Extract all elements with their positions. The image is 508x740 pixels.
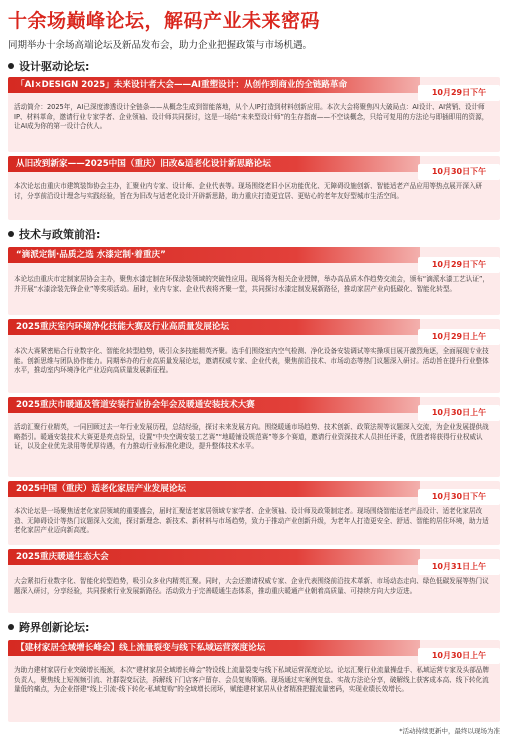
event-date: 10月29日下午 xyxy=(418,257,500,273)
event-description: 大会紧扣行业数字化、智能化转型趋势，吸引众多业内精英汇聚。同时，大会还邀请权威专家、企业代表围绕前沿技术革新、市场动态走向、绿色低碳发展等热门议题深入研讨，分享经验，共同探索行业发展新路径。活动致力于完善暖通生态体系，推动重庆暖通产业朝着高质量、可持续方向大步迈进。 xyxy=(14,577,489,595)
event-date: 10月30日上午 xyxy=(418,405,500,421)
event-card xyxy=(8,481,500,545)
event-date: 10月30日下午 xyxy=(418,489,500,505)
bullet-icon xyxy=(8,624,14,630)
event-description: 本次论坛由重庆市建筑装饰协会主办，汇聚业内专家、设计师、企业代表等。现场围绕老旧小区功能优化、无障碍设施创新、智能适老产品应用等热点展开深入研讨，分享前沿设计理念与实践经验，旨在为旧改与适老化设计开辟新思路，助力重庆打造更宜居、更贴心的老年友好型城市生活空间。 xyxy=(14,182,483,200)
event-description: 本次论坛是一场聚焦适老化家居领域的重要盛会，届时汇聚适老家居领域专家学者、企业领袖、设计师及政策制定者。现场围绕智能适老产品设计、适老化家居改造、无障碍设计等热门议题深入交流，探讨新理念、新技术、新材料与市场趋势，致力于推动产业创新升级，为老年人打造更安全、舒适、智能的居住环境，助力适老化家居产业迈向新高度。 xyxy=(14,507,489,535)
event-title: “滴派定制·品质之选 水漆定制·着重庆” xyxy=(8,247,420,263)
event-description: 本次大赛紧密贴合行业数字化、智能化转型趋势，吸引众多技能精英齐聚。选手们围绕室内空气检测、净化设备安装调试等实操项目展开激烈角逐，全面展现专业技能。创新思维与团队协作能力。同期举办的行业高质量发展论坛，邀请权威专家、企业代表，聚焦前沿技术、市场动态等热门议题深入研讨。活动旨在提升行业整体水平，推动室内环境净化产业迈向高质量发展新征程。 xyxy=(14,347,489,375)
event-card xyxy=(8,247,500,315)
event-date: 10月30日下午 xyxy=(418,164,500,180)
section-heading-label: 设计驱动论坛: xyxy=(19,60,90,73)
event-description: 活动简介：2025年，AI已深度渗透设计全链条——从概念生成到智能落地，从个人IP打造到材料创新应用。本次大会将聚焦四大破局点：AI设计、AI营销、设计师IP、材料革命，邀请行业专家学者、企业领袖、设计师共同探讨，这是一场给“未来型设计师”的生存指南——不空谈概念，只给可复用的方法论与即插即用的资源，让AI成为你的第一设计合伙人。 xyxy=(14,103,489,131)
event-card xyxy=(8,156,500,220)
event-date: 10月30日上午 xyxy=(418,648,500,664)
event-date: 10月29日上午 xyxy=(418,329,500,345)
section-heading-label: 技术与政策前沿: xyxy=(19,228,101,241)
event-card xyxy=(8,319,500,393)
event-date: 10月31日上午 xyxy=(418,559,500,575)
event-card xyxy=(8,77,500,152)
bullet-icon xyxy=(8,63,14,69)
event-card xyxy=(8,640,500,722)
event-card xyxy=(8,397,500,477)
event-title: 【建材家居全域增长峰会】线上流量裂变与线下私域运营深度论坛 xyxy=(8,640,420,656)
page-title: 十余场巅峰论坛，解码产业未来密码 xyxy=(8,10,321,32)
event-description: 活动汇聚行业精英，一同回顾过去一年行业发展历程，总结经验，探讨未来发展方向。围绕暖通市场趋势、技术创新、政策法规等议题深入交流，为企业发展提供战略指引。暖通安装技术大赛更是亮点纷呈，设置“中央空调安装工艺赛”“地暖铺设规范赛”等多个赛道，邀请行业资深技术人员担任评委，优胜者将获得行业权威认证，以及企业优先录用等优厚待遇，有力推动行业标准化建设，提升整体技术水平。 xyxy=(14,423,489,451)
page-subtitle: 同期举办十余场高端论坛及新品发布会，助力企业把握政策与市场机遇。 xyxy=(8,40,313,51)
event-card xyxy=(8,549,500,613)
event-title: 2025中国（重庆）适老化家居产业发展论坛 xyxy=(8,481,420,497)
event-title: 2025重庆暖通生态大会 xyxy=(8,549,420,565)
event-title: 「AI×DESIGN 2025」未来设计者大会——AI重塑设计：从创作到商业的全链路革命 xyxy=(8,77,420,93)
footnote: *活动持续更新中，最终以现场为准 xyxy=(399,727,500,735)
event-title: 2025重庆市暖通及管道安装行业协会年会及暖通安装技术大赛 xyxy=(8,397,420,413)
event-title: 从旧改到新家——2025中国（重庆）旧改&适老化设计新思路论坛 xyxy=(8,156,420,172)
bullet-icon xyxy=(8,231,14,237)
section-heading-label: 跨界创新论坛: xyxy=(19,621,90,634)
event-description: 本论坛由重庆市定制家居协会主办，聚焦水漆定制在环保涂装领域的突破性应用。现场将为相关企业授牌，举办高品质木作趋势交流会，颁布“滴派水漆工艺认证”，并开展“水漆涂装先锋企业”等奖项活动。届时，业内专家、企业代表将齐聚一堂，共同探讨水漆定制发展新路径，推动家居产业向低碳化、智能化转型。 xyxy=(14,275,489,293)
section-heading-tech-policy xyxy=(8,226,100,242)
event-date: 10月29日下午 xyxy=(418,85,500,101)
event-title: 2025重庆室内环境净化技能大赛及行业高质量发展论坛 xyxy=(8,319,420,335)
section-heading-design xyxy=(8,58,89,74)
event-description: 为助力建材家居行业突破增长瓶颈，本次“建材家居全域增长峰会”特设线上流量裂变与线下私域运营深度论坛。论坛汇聚行业流量操盘手、私域运营专家及头部品牌负责人，聚焦线上短视频引流、社群裂变玩法，拆解线下门店客户留存、会员复购策略。现场通过实案例复盘、实战方法论分享，破解线上获客成本高、线下转化流量低的痛点，为企业搭建“线上引流-线下转化-私域复购”的全域增长闭环，赋能建材家居从业者精准把握流量密码，实现业绩长效增长。 xyxy=(14,666,489,694)
section-heading-crossover xyxy=(8,619,89,635)
